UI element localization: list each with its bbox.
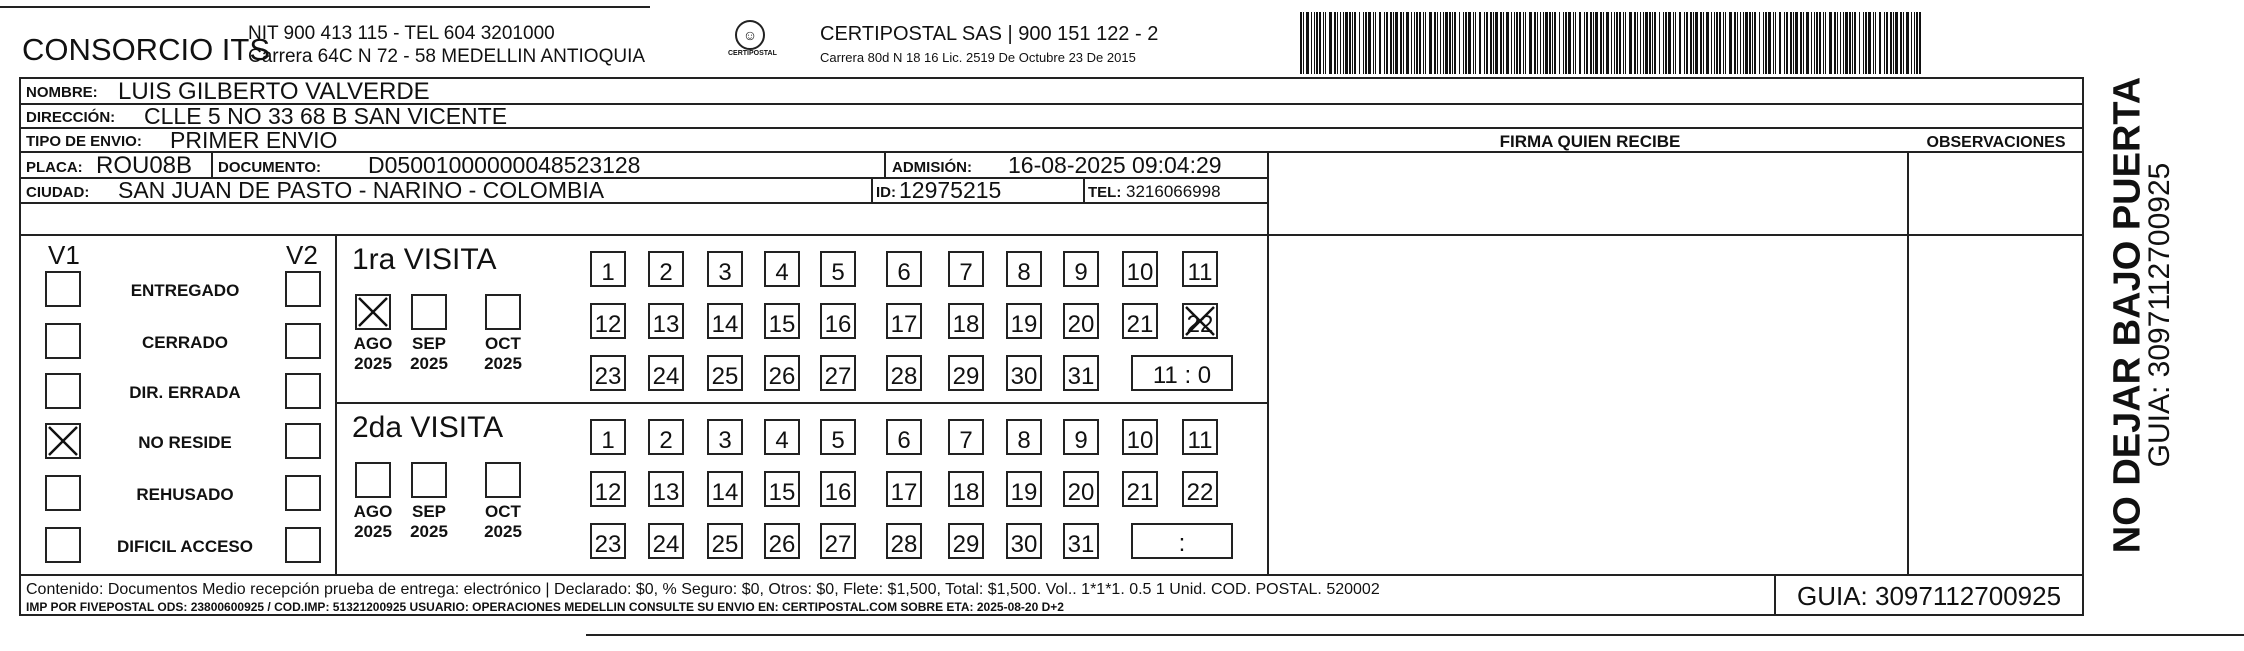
day-label: 23 — [594, 363, 622, 390]
day-label: 1 — [601, 259, 615, 286]
placa-value: ROU08B — [96, 152, 193, 179]
v2-checkbox[interactable] — [286, 424, 320, 458]
day-label: 27 — [824, 531, 852, 558]
day-label: 19 — [1010, 479, 1038, 506]
year-label: 2025 — [484, 354, 522, 373]
month-label: AGO — [353, 502, 393, 521]
day-label: 9 — [1074, 427, 1088, 454]
day-label: 20 — [1067, 479, 1095, 506]
month-check-mark — [359, 298, 387, 326]
direccion-label: DIRECCIÓN: — [26, 109, 116, 126]
logo-text: CERTIPOSTAL — [728, 50, 777, 57]
day-label: 14 — [711, 311, 739, 338]
license-line: Carrera 80d N 18 16 Lic. 2519 De Octubre 23 De 2015 — [820, 50, 1136, 65]
day-label: 13 — [652, 311, 680, 338]
day-label: 18 — [952, 311, 980, 338]
year-label: 2025 — [354, 522, 392, 541]
day-label: 4 — [775, 427, 789, 454]
day-label: 1 — [601, 427, 615, 454]
v2-checkbox[interactable] — [286, 324, 320, 358]
v2-header: V2 — [286, 240, 318, 270]
v1-checkbox[interactable] — [46, 374, 80, 408]
id-value: 12975215 — [899, 177, 1002, 203]
observaciones-header: OBSERVACIONES — [1926, 134, 2066, 151]
month-checkbox[interactable] — [486, 295, 520, 329]
tel-value: 3216066998 — [1126, 182, 1221, 201]
certipostal-line: CERTIPOSTAL SAS | 900 151 122 - 2 — [820, 23, 1159, 45]
day-label: 16 — [824, 479, 852, 506]
tipo-value: PRIMER ENVIO — [170, 127, 338, 153]
day-label: 15 — [768, 479, 796, 506]
day-label: 10 — [1126, 427, 1154, 454]
day-label: 5 — [831, 259, 845, 286]
day-label: 16 — [824, 311, 852, 338]
day-label: 29 — [952, 531, 980, 558]
year-label: 2025 — [354, 354, 392, 373]
status-option-label: CERRADO — [142, 333, 228, 352]
v2-checkbox[interactable] — [286, 476, 320, 510]
day-label: 11 — [1187, 259, 1213, 286]
status-option-label: REHUSADO — [136, 485, 234, 504]
day-label: 24 — [652, 363, 680, 390]
ciudad-value: SAN JUAN DE PASTO - NARINO - COLOMBIA — [118, 177, 605, 203]
day-label: 6 — [897, 259, 911, 286]
year-label: 2025 — [410, 522, 448, 541]
nit-line: NIT 900 413 115 - TEL 604 3201000 — [248, 23, 555, 44]
day-label: 25 — [711, 363, 739, 390]
day-label: 22 — [1186, 311, 1214, 338]
tel-label: TEL: — [1088, 184, 1122, 201]
documento-label: DOCUMENTO: — [218, 159, 322, 176]
time-value: : — [1178, 530, 1186, 557]
month-label: SEP — [411, 334, 447, 353]
day-label: 7 — [959, 259, 973, 286]
day-label: 21 — [1126, 311, 1154, 338]
day-label: 2 — [659, 427, 673, 454]
day-label: 18 — [952, 479, 980, 506]
v2-checkbox[interactable] — [286, 272, 320, 306]
day-label: 3 — [718, 427, 732, 454]
day-label: 30 — [1010, 363, 1038, 390]
day-label: 26 — [768, 531, 796, 558]
month-checkbox[interactable] — [486, 463, 520, 497]
day-label: 29 — [952, 363, 980, 390]
day-label: 8 — [1017, 259, 1031, 286]
day-label: 20 — [1067, 311, 1095, 338]
side-guia — [2130, 80, 2190, 550]
month-checkbox[interactable] — [412, 295, 446, 329]
day-label: 6 — [897, 427, 911, 454]
day-label: 8 — [1017, 427, 1031, 454]
time-value: 11 : 0 — [1152, 362, 1212, 389]
day-label: 9 — [1074, 259, 1088, 286]
direccion-value: CLLE 5 NO 33 68 B SAN VICENTE — [144, 103, 508, 129]
documento-value: D05001000000048523128 — [368, 152, 641, 178]
day-label: 2 — [659, 259, 673, 286]
day-label: 28 — [890, 531, 918, 558]
month-label: AGO — [353, 334, 393, 353]
month-label: SEP — [411, 502, 447, 521]
v2-checkbox[interactable] — [286, 374, 320, 408]
year-label: 2025 — [484, 522, 522, 541]
ciudad-label: CIUDAD: — [26, 184, 90, 201]
imp-text: IMP POR FIVEPOSTAL ODS: 23800600925 / COD.IMP: 51321200925 USUARIO: OPERACIONES MEDELLIN CONSULTE SU ENVIO EN: CERTIPOSTAL.COM SOBRE ETA: 2025-08-20 D+2 — [26, 600, 1064, 614]
day-label: 7 — [959, 427, 973, 454]
visit-title: 2da VISITA — [352, 411, 504, 444]
v1-checkbox[interactable] — [46, 324, 80, 358]
day-label: 27 — [824, 363, 852, 390]
day-label: 14 — [711, 479, 739, 506]
logo-icon: ☺ — [735, 20, 765, 50]
company-name: CONSORCIO ITS — [22, 32, 271, 67]
status-option-label: ENTREGADO — [130, 281, 240, 300]
month-label: OCT — [485, 502, 521, 521]
status-option-label: DIR. ERRADA — [129, 383, 241, 402]
day-label: 11 — [1187, 427, 1213, 454]
footer-guia: GUIA: 3097112700925 — [1796, 581, 2062, 611]
day-label: 5 — [831, 427, 845, 454]
contenido-text: Contenido: Documentos Medio recepción prueba de entrega: electrónico | Declarado: $0, % Seguro: $0, Otros: $0, Flete: $1,500, Total: $1,500. Vol.. 1*1*1. 0.5 1 Unid. COD. POSTAL. 520002 — [26, 581, 1380, 598]
day-label: 22 — [1186, 479, 1214, 506]
day-label: 12 — [594, 311, 622, 338]
day-label: 25 — [711, 531, 739, 558]
address-line: Carrera 64C N 72 - 58 MEDELLIN ANTIOQUIA — [248, 46, 646, 67]
day-label: 30 — [1010, 531, 1038, 558]
day-label: 19 — [1010, 311, 1038, 338]
day-label: 4 — [775, 259, 789, 286]
day-label: 3 — [718, 259, 732, 286]
v1-check-mark — [49, 427, 77, 455]
v1-checkbox[interactable] — [46, 476, 80, 510]
day-label: 21 — [1126, 479, 1154, 506]
day-label: 10 — [1126, 259, 1154, 286]
month-label: OCT — [485, 334, 521, 353]
year-label: 2025 — [410, 354, 448, 373]
day-label: 12 — [594, 479, 622, 506]
placa-label: PLACA: — [26, 159, 83, 176]
day-label: 28 — [890, 363, 918, 390]
day-label: 31 — [1067, 363, 1095, 390]
admision-label: ADMISIÓN: — [892, 159, 972, 176]
day-label: 17 — [890, 311, 918, 338]
admision-value: 16-08-2025 09:04:29 — [1008, 152, 1222, 178]
tipo-label: TIPO DE ENVIO: — [26, 133, 142, 150]
month-checkbox[interactable] — [356, 463, 390, 497]
side-guia-text: GUIA: 3097112700925 — [2143, 162, 2176, 468]
day-label: 31 — [1067, 531, 1095, 558]
day-label: 24 — [652, 531, 680, 558]
v2-checkbox[interactable] — [286, 528, 320, 562]
nombre-value: LUIS GILBERTO VALVERDE — [118, 78, 430, 105]
day-label: 13 — [652, 479, 680, 506]
day-label: 23 — [594, 531, 622, 558]
visit-title: 1ra VISITA — [352, 243, 497, 276]
status-option-label: NO RESIDE — [138, 433, 232, 452]
nombre-label: NOMBRE: — [26, 84, 98, 101]
v1-header: V1 — [48, 240, 80, 270]
firma-header: FIRMA QUIEN RECIBE — [1499, 132, 1681, 151]
id-label: ID: — [876, 184, 896, 201]
day-label: 26 — [768, 363, 796, 390]
day-label: 17 — [890, 479, 918, 506]
v1-checkbox[interactable] — [46, 528, 80, 562]
v1-checkbox[interactable] — [46, 272, 80, 306]
status-option-label: DIFICIL ACCESO — [116, 537, 254, 556]
month-checkbox[interactable] — [412, 463, 446, 497]
warning-text: NO DEJAR BAJO PUERTA — [2106, 76, 2149, 554]
day-label: 15 — [768, 311, 796, 338]
